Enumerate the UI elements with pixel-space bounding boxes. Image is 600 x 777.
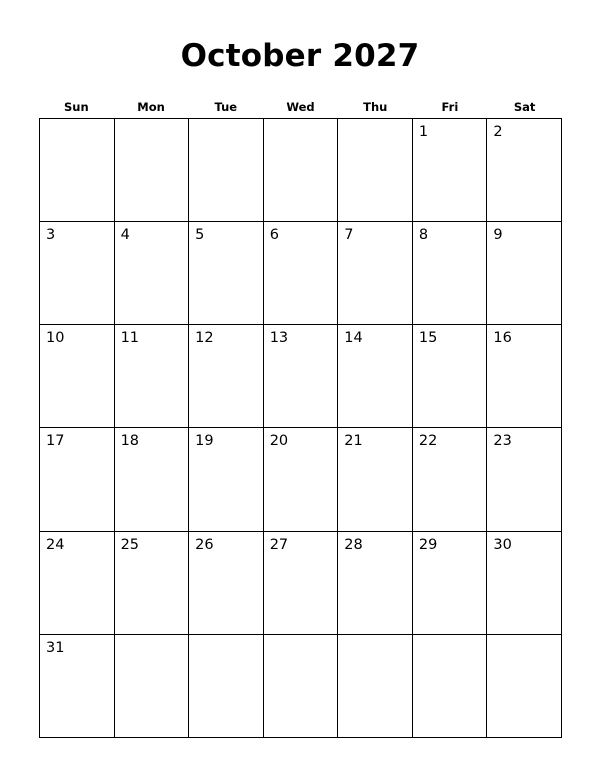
- day-cell: [40, 119, 115, 222]
- day-number: 28: [344, 536, 363, 553]
- day-number: 9: [493, 227, 503, 244]
- day-number: 14: [344, 330, 363, 347]
- day-cell: [413, 428, 488, 531]
- day-cell: [413, 119, 488, 222]
- day-number: 13: [269, 330, 289, 347]
- day-cell: [40, 428, 115, 531]
- weekday-mon: Mon: [137, 100, 165, 114]
- day-cell: [115, 428, 190, 531]
- weekday-header-row: [39, 98, 562, 116]
- day-number: 29: [418, 536, 438, 553]
- day-cell: [115, 325, 190, 428]
- day-number: 16: [493, 330, 512, 347]
- day-cell: [487, 119, 562, 222]
- weekday-fri: Fri: [441, 100, 459, 114]
- day-cell: [338, 635, 413, 738]
- day-cell: [115, 635, 190, 738]
- day-cell: [40, 222, 115, 325]
- weekday-wed: Wed: [286, 100, 315, 114]
- day-cell: [487, 635, 562, 738]
- day-cell: [413, 222, 488, 325]
- day-cell: [40, 532, 115, 635]
- day-cell: [264, 119, 339, 222]
- day-number: 24: [46, 536, 65, 553]
- day-cell: [189, 119, 264, 222]
- day-cell: [487, 325, 562, 428]
- weekday-sun: Sun: [64, 100, 89, 114]
- day-cell: [264, 635, 339, 738]
- day-number: 27: [269, 536, 289, 553]
- day-cell: [264, 428, 339, 531]
- day-number: 10: [46, 330, 65, 347]
- day-cell: [338, 222, 413, 325]
- day-number: 7: [344, 227, 354, 244]
- weekday-sat: Sat: [513, 100, 536, 114]
- day-cell: [338, 428, 413, 531]
- day-number: 3: [46, 227, 56, 244]
- day-cell: [487, 532, 562, 635]
- day-number: 25: [120, 536, 140, 553]
- day-number: 17: [46, 433, 65, 450]
- day-cell: [189, 222, 264, 325]
- day-cell: [264, 532, 339, 635]
- day-number: 8: [418, 227, 429, 244]
- day-cell: [487, 428, 562, 531]
- day-number: 31: [46, 639, 65, 656]
- day-number: 1: [418, 124, 429, 140]
- day-number: 18: [120, 433, 140, 450]
- day-number: 23: [493, 433, 512, 450]
- day-number: 2: [493, 124, 503, 140]
- day-cell: [115, 532, 190, 635]
- day-cell: [115, 222, 190, 325]
- weekday-tue: Tue: [214, 100, 238, 114]
- day-number: 21: [344, 433, 363, 450]
- day-number: 30: [493, 536, 512, 553]
- day-cell: [264, 325, 339, 428]
- day-number: 4: [120, 227, 130, 244]
- day-number: 12: [195, 330, 214, 347]
- day-number: 26: [195, 536, 214, 553]
- day-cell: [487, 222, 562, 325]
- calendar-title: October 2027: [180, 38, 420, 74]
- day-cell: [189, 532, 264, 635]
- day-cell: [338, 119, 413, 222]
- day-cell: [189, 635, 264, 738]
- day-cell: [189, 325, 264, 428]
- day-number: 22: [418, 433, 438, 450]
- weekday-thu: Thu: [363, 100, 388, 114]
- day-number: 19: [195, 433, 214, 450]
- day-number: 5: [195, 227, 205, 244]
- day-number: 20: [269, 433, 289, 450]
- day-number: 6: [269, 227, 279, 244]
- day-cell: [264, 222, 339, 325]
- day-number: 11: [120, 330, 140, 347]
- calendar-grid: [39, 118, 562, 738]
- day-cell: [413, 532, 488, 635]
- day-number: 15: [418, 330, 438, 347]
- day-cell: [338, 325, 413, 428]
- day-cell: [40, 635, 115, 738]
- day-cell: [413, 325, 488, 428]
- day-cell: [189, 428, 264, 531]
- day-cell: [413, 635, 488, 738]
- day-cell: [338, 532, 413, 635]
- day-cell: [115, 119, 190, 222]
- day-cell: [40, 325, 115, 428]
